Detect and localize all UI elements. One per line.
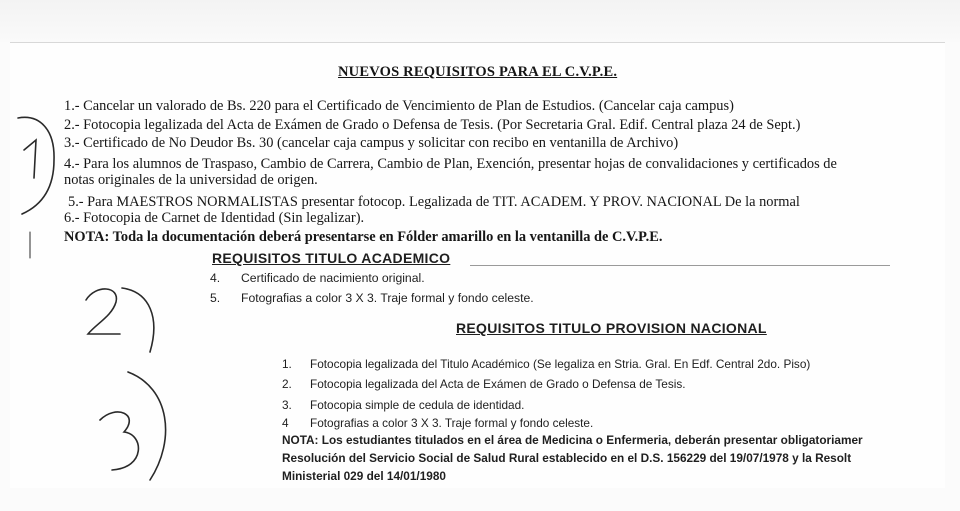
academic-item-text: Certificado de nacimiento original. — [241, 271, 425, 285]
provision-item-text: Fotocopia simple de cedula de identidad. — [310, 398, 525, 412]
provision-item-text: Fotografias a color 3 X 3. Traje formal y fondo celeste. — [310, 416, 594, 430]
requirement-4-continued: notas originales de la universidad de origen. — [64, 172, 318, 188]
provision-item — [282, 416, 593, 430]
provision-item-number: 2. — [282, 377, 292, 391]
requirement-4: 4.- Para los alumnos de Traspaso, Cambio de Carrera, Cambio de Plan, Exención, presentar hojas de convalidaciones y certificados de — [64, 156, 837, 172]
academic-item — [210, 271, 425, 285]
document-note: NOTA: Toda la documentación deberá presentarse en Fólder amarillo en la ventanilla de C.V.P.E. — [64, 229, 663, 245]
academic-item-number: 4. — [210, 271, 221, 285]
handwritten-number-3 — [100, 412, 138, 470]
provision-item-text: Fotocopia legalizada del Acta de Exámen de Grado o Defensa de Tesis. — [310, 377, 686, 391]
requirement-5: 5.- Para MAESTROS NORMALISTAS presentar fotocop. Legalizada de TIT. ACADEM. Y PROV. NACIONAL De la normal — [68, 194, 800, 210]
academic-item-text: Fotografias a color 3 X 3. Traje formal y fondo celeste. — [241, 291, 534, 305]
provision-item — [282, 377, 686, 391]
bracket-mark-1 — [18, 117, 54, 214]
provision-item-text: Fotocopia legalizada del Titulo Académico (Se legaliza en Stria. Gral. En Edf. Central 2do. Piso) — [310, 357, 811, 371]
requirement-2: 2.- Fotocopia legalizada del Acta de Exámen de Grado o Defensa de Tesis. (Por Secretaria Gral. Edif. Central plaza 24 de Sept.) — [64, 117, 801, 133]
handwritten-number-2 — [86, 289, 120, 334]
requirement-6: 6.- Fotocopia de Carnet de Identidad (Sin legalizar). — [64, 210, 365, 226]
provision-item — [282, 357, 810, 371]
academic-item — [210, 291, 534, 305]
bracket-mark-2 — [122, 288, 154, 352]
document-title: NUEVOS REQUISITOS PARA EL C.V.P.E. — [338, 64, 618, 80]
provision-note-line-2: Resolución del Servicio Social de Salud Rural establecido en el D.S. 156229 del 19/07/1978 y la Resolt — [282, 451, 852, 465]
academic-title-heading: REQUISITOS TITULO ACADEMICO — [212, 250, 451, 266]
provision-item-number: 3. — [282, 398, 292, 412]
divider-line — [470, 265, 890, 266]
provision-note-line-3: Ministerial 029 del 14/01/1980 — [282, 469, 446, 483]
requirement-1: 1.- Cancelar un valorado de Bs. 220 para el Certificado de Vencimiento de Plan de Estudios. (Cancelar caja campus) — [64, 98, 734, 114]
provision-title-heading: REQUISITOS TITULO PROVISION NACIONAL — [456, 320, 767, 336]
requirement-3: 3.- Certificado de No Deudor Bs. 30 (cancelar caja campus y solicitar con recibo en ventanilla de Archivo) — [64, 135, 679, 151]
bracket-mark-3 — [128, 372, 166, 480]
provision-item-number: 4 — [282, 416, 289, 430]
provision-item — [282, 398, 524, 412]
handwritten-number-1 — [24, 140, 36, 178]
provision-note-line-1: NOTA: Los estudiantes titulados en el área de Medicina o Enfermeria, deberán presentar obligatoriamer — [282, 433, 863, 447]
academic-item-number: 5. — [210, 291, 221, 305]
provision-item-number: 1. — [282, 357, 292, 371]
